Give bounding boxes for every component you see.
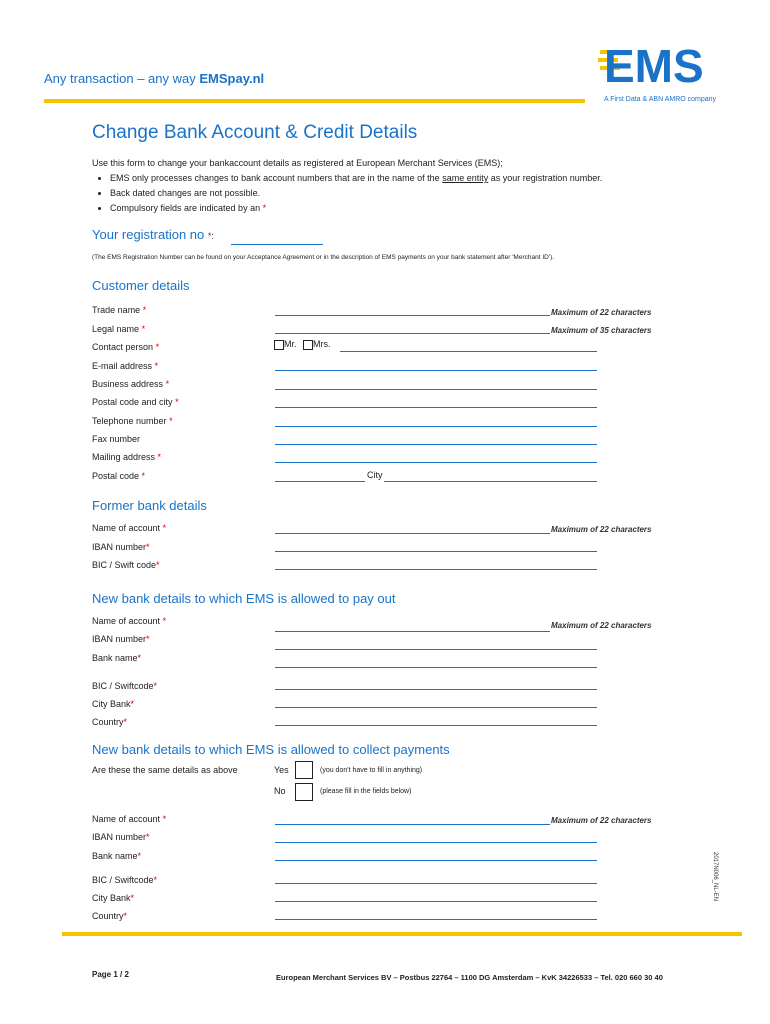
collect-iban-input[interactable]	[275, 842, 597, 843]
field-label: IBAN number*	[92, 542, 150, 552]
contact-person-input[interactable]	[340, 351, 597, 352]
intro-bullet: • Back dated changes are not possible.	[110, 186, 602, 201]
former-bank-heading: Former bank details	[92, 498, 207, 513]
field-label: Name of account *	[92, 616, 167, 626]
field-label: Name of account *	[92, 814, 167, 824]
business-address-input[interactable]	[275, 389, 597, 390]
payout-city-bank-input[interactable]	[275, 707, 597, 708]
field-label: IBAN number*	[92, 634, 150, 644]
field-label: Business address *	[92, 379, 170, 389]
same-details-question: Are these the same details as above	[92, 765, 238, 775]
max-chars-hint: Maximum of 22 characters	[551, 525, 652, 534]
mailing-address-input[interactable]	[275, 462, 597, 463]
payout-iban-input[interactable]	[275, 649, 597, 650]
former-account-name-input[interactable]	[275, 533, 550, 534]
collect-bank-name-input[interactable]	[275, 860, 597, 861]
fax-input[interactable]	[275, 444, 597, 445]
header-divider	[44, 99, 585, 103]
legal-name-input[interactable]	[275, 333, 550, 334]
field-label: IBAN number*	[92, 832, 150, 842]
telephone-input[interactable]	[275, 426, 597, 427]
ems-logo-graphic	[598, 38, 728, 98]
yes-note: (you don't have to fill in anything)	[320, 767, 423, 774]
field-label: Country*	[92, 911, 128, 921]
max-chars-hint: Maximum of 35 characters	[551, 326, 652, 335]
field-label: Country*	[92, 717, 128, 727]
customer-heading: Customer details	[92, 278, 190, 293]
former-bic-input[interactable]	[275, 569, 597, 570]
footer-address: European Merchant Services BV – Postbus 22764 – 1100 DG Amsterdam – KvK 34226533 – Tel. 020 660 30 40	[276, 973, 663, 982]
ems-logo	[598, 38, 728, 98]
logo-subtitle: A First Data & ABN AMRO company	[604, 96, 717, 103]
collect-country-input[interactable]	[275, 919, 597, 920]
postal-code-input[interactable]	[275, 481, 365, 482]
no-label: No	[274, 786, 286, 796]
document-code: 2017N006_NL-EN	[712, 852, 718, 902]
field-label: City Bank*	[92, 699, 135, 709]
registration-input[interactable]	[231, 244, 323, 245]
payout-account-name-input[interactable]	[275, 631, 550, 632]
postal-city-input[interactable]	[275, 407, 597, 408]
mr-checkbox[interactable]	[274, 340, 284, 350]
max-chars-hint: Maximum of 22 characters	[551, 816, 652, 825]
max-chars-hint: Maximum of 22 characters	[551, 308, 652, 317]
field-label: Name of account *	[92, 523, 167, 533]
field-label: BIC / Swift code*	[92, 560, 160, 570]
former-iban-input[interactable]	[275, 551, 597, 552]
collect-bic-input[interactable]	[275, 883, 597, 884]
city-input[interactable]	[384, 481, 597, 482]
registration-label: Your registration no *:	[92, 227, 214, 242]
mrs-checkbox[interactable]	[303, 340, 313, 350]
city-label: City	[367, 470, 383, 480]
logo-text: EMS	[604, 40, 704, 92]
field-label: Mailing address *	[92, 452, 162, 462]
field-label: City Bank*	[92, 893, 135, 903]
intro-bullet: • EMS only processes changes to bank account numbers that are in the name of the same entity as your registration number.	[110, 171, 602, 186]
footer-divider	[62, 932, 742, 936]
trade-name-input[interactable]	[275, 315, 550, 316]
yes-label: Yes	[274, 765, 289, 775]
field-label: Contact person *	[92, 342, 160, 352]
no-checkbox[interactable]	[295, 783, 313, 801]
email-input[interactable]	[275, 370, 597, 371]
field-label: Telephone number *	[92, 416, 173, 426]
field-label: E-mail address *	[92, 361, 159, 371]
collect-heading: New bank details to which EMS is allowed to collect payments	[92, 742, 450, 757]
no-note: (please fill in the fields below)	[320, 788, 412, 795]
max-chars-hint: Maximum of 22 characters	[551, 621, 652, 630]
page-title: Change Bank Account & Credit Details	[92, 122, 418, 143]
registration-note: (The EMS Registration Number can be found on your Acceptance Agreement or in the description of EMS payments on your bank statement after 'Merchant ID').	[92, 254, 555, 261]
field-label: Legal name *	[92, 324, 146, 334]
field-label: Trade name *	[92, 305, 147, 315]
field-label: Postal code and city *	[92, 397, 179, 407]
collect-city-bank-input[interactable]	[275, 901, 597, 902]
field-label: Fax number	[92, 434, 141, 444]
payout-heading: New bank details to which EMS is allowed to pay out	[92, 591, 396, 606]
field-label: Postal code *	[92, 471, 146, 481]
field-label: Bank name*	[92, 851, 142, 861]
page-number: Page 1 / 2	[92, 970, 129, 979]
payout-country-input[interactable]	[275, 725, 597, 726]
payout-bic-input[interactable]	[275, 689, 597, 690]
salutation-options: Mr. Mrs.	[274, 339, 331, 350]
tagline: Any transaction – any way EMSpay.nl	[44, 71, 265, 86]
intro-bullet: • Compulsory fields are indicated by an *	[110, 201, 602, 216]
field-label: BIC / Swiftcode*	[92, 681, 158, 691]
collect-account-name-input[interactable]	[275, 824, 550, 825]
payout-bank-name-input[interactable]	[275, 667, 597, 668]
field-label: BIC / Swiftcode*	[92, 875, 158, 885]
field-label: Bank name*	[92, 653, 142, 663]
intro-text: Use this form to change your bankaccount details as registered at European Merchant Services (EMS); • EMS only processes changes to bank account numbers that are in the name of the same entity as your registration number. • Back dated changes are not possible. • Compulsory fields are indicated by an *	[92, 156, 602, 216]
yes-checkbox[interactable]	[295, 761, 313, 779]
